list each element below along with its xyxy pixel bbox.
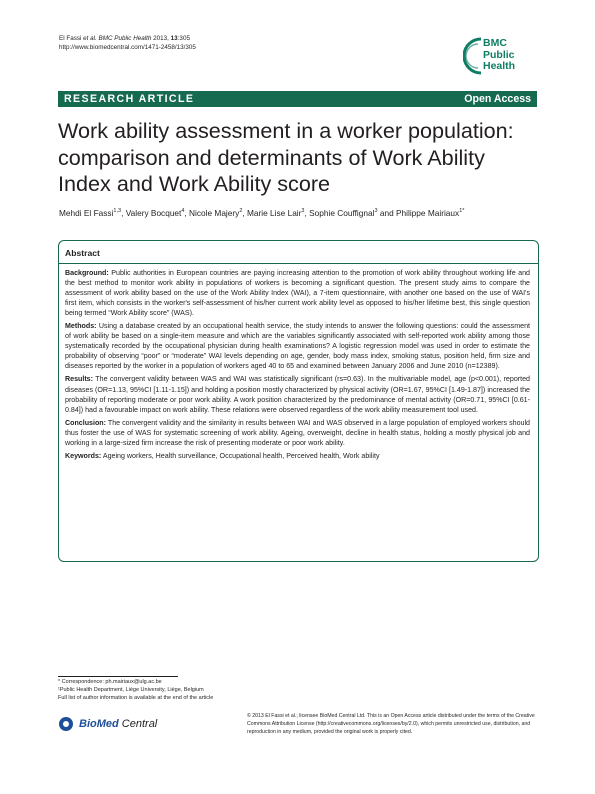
citation-volume: 13 bbox=[170, 35, 178, 42]
logo-text bbox=[483, 38, 543, 73]
footnotes bbox=[58, 678, 318, 703]
publisher-name: BioMed Central bbox=[79, 718, 158, 730]
author: Nicole Majery$^2$, bbox=[189, 207, 247, 218]
journal-logo bbox=[463, 36, 543, 76]
logo-line2: Public Health bbox=[483, 48, 516, 72]
citation-journal: et al. BMC Public Health bbox=[83, 35, 152, 42]
abstract-heading: Abstract bbox=[65, 248, 100, 258]
citation-article: :305 bbox=[177, 35, 190, 42]
logo-line1: BMC bbox=[483, 37, 507, 49]
correspondence-email[interactable]: * Correspondence: ph.mairiaux@ulg.ac.be bbox=[58, 679, 162, 685]
abstract-conclusion: Conclusion: The convergent validity and the similarity in results between WAI and WAS observed in a large population of employed workers should thus foster the use of WAS for systematic screening of work ability. Ageing, overweight, decline in health status, holding a mostly physical job and working in a large-sized firm increase the risk of presenting moderate or poor work ability. bbox=[65, 418, 530, 447]
citation-header bbox=[59, 34, 196, 52]
citation-author: El Fassi bbox=[59, 35, 84, 42]
citation-line bbox=[59, 34, 196, 43]
article-url[interactable]: http://www.biomedcentral.com/1471-2458/13/305 bbox=[59, 44, 196, 51]
citation-year: 2013, bbox=[151, 35, 171, 42]
open-access-label: Open Access bbox=[464, 93, 531, 105]
abstract-box bbox=[58, 240, 539, 562]
author: Mehdi El Fassi$^{1,3}$, bbox=[59, 207, 126, 218]
abstract-results: Results: The convergent validity between WAS and WAI was statistically significant (rs=0.63). In the multivariable model, age (p<0.001), reported diseases (OR=1.13, 95%CI [1.11-1.15]) and holding a position mostly characterized by physical activity (OR=1.67, 95%CI [1.49-1.87]) increased the probability of reporting moderate or poor work ability. A work position characterized by the predominance of mental activity (OR=0.71, 95%CI [0.61-0.84]) had a favourable impact on work ability. These relations were observed regardless of the work ability measurement tool used. bbox=[65, 375, 530, 414]
footnote-divider bbox=[58, 676, 178, 677]
abstract-body bbox=[65, 268, 530, 464]
logo-arc-icon bbox=[463, 36, 485, 76]
author: Philippe Mairiaux$^{1*}$ bbox=[396, 207, 465, 218]
abstract-background: Background: Public authorities in European countries are paying increasing attention to the promotion of work ability throughout working life and the best method to monitor work ability in populations of workers is becoming a significant question. The present study aims to compare the assessment of work ability based on the use of the Work Ability Index (WAI), a 7-item questionnaire, with another one based on the use of WAI's first item, which consists in the worker's self-assessment of his/her current work ability level as opposed to his/her lifetime best, this single question being termed “Work Ability score” (WAS). bbox=[65, 269, 530, 318]
abstract-methods: Methods: Using a database created by an occupational health service, the study intends to answer the following questions: could the assessment of work ability be based on a single-item measure and which are the variables significantly associated with self-reported work ability among those systematically recorded by the occupational physician during health examinations? A logistic regression model was used in order to estimate the probability of observing “poor” or “moderate” WAI levels depending on age, gender, body mass index, smoking status, position held, firm size and diseases reported by the worker in a population of workers aged 40 to 65 and examined between January 2006 and June 2010 (n=12389). bbox=[65, 322, 530, 371]
author-list bbox=[59, 206, 539, 219]
author: Marie Lise Lair$^3$, bbox=[247, 207, 310, 218]
article-title: Work ability assessment in a worker population: comparison and determinants of Work Ability Index and Work Ability score bbox=[58, 118, 514, 196]
license-statement: © 2013 El Fassi et al.; licensee BioMed Central Ltd. This is an Open Access article distributed under the terms of the Creative Commons Attribution License (http://creativecommons.org/licenses/by/2.0), which permits unrestricted use, distribution, and reproduction in any medium, provided the original work is properly cited. bbox=[247, 713, 535, 736]
author: Valery Bocquet$^4$, bbox=[125, 207, 190, 218]
article-type-banner bbox=[58, 91, 537, 107]
author-info-note: Full list of author information is available at the end of the article bbox=[58, 695, 214, 702]
publisher-logo bbox=[58, 716, 178, 732]
affiliation-note: ¹Public Health Department, Liège University, Liège, Belgium bbox=[58, 687, 204, 694]
author: Sophie Couffignal$^3$ and bbox=[309, 207, 396, 218]
article-type-label: RESEARCH ARTICLE bbox=[64, 93, 195, 105]
abstract-divider bbox=[59, 263, 538, 264]
abstract-keywords: Keywords: Ageing workers, Health surveillance, Occupational health, Perceived health, Work ability bbox=[65, 451, 380, 460]
biomed-central-icon bbox=[58, 716, 76, 732]
